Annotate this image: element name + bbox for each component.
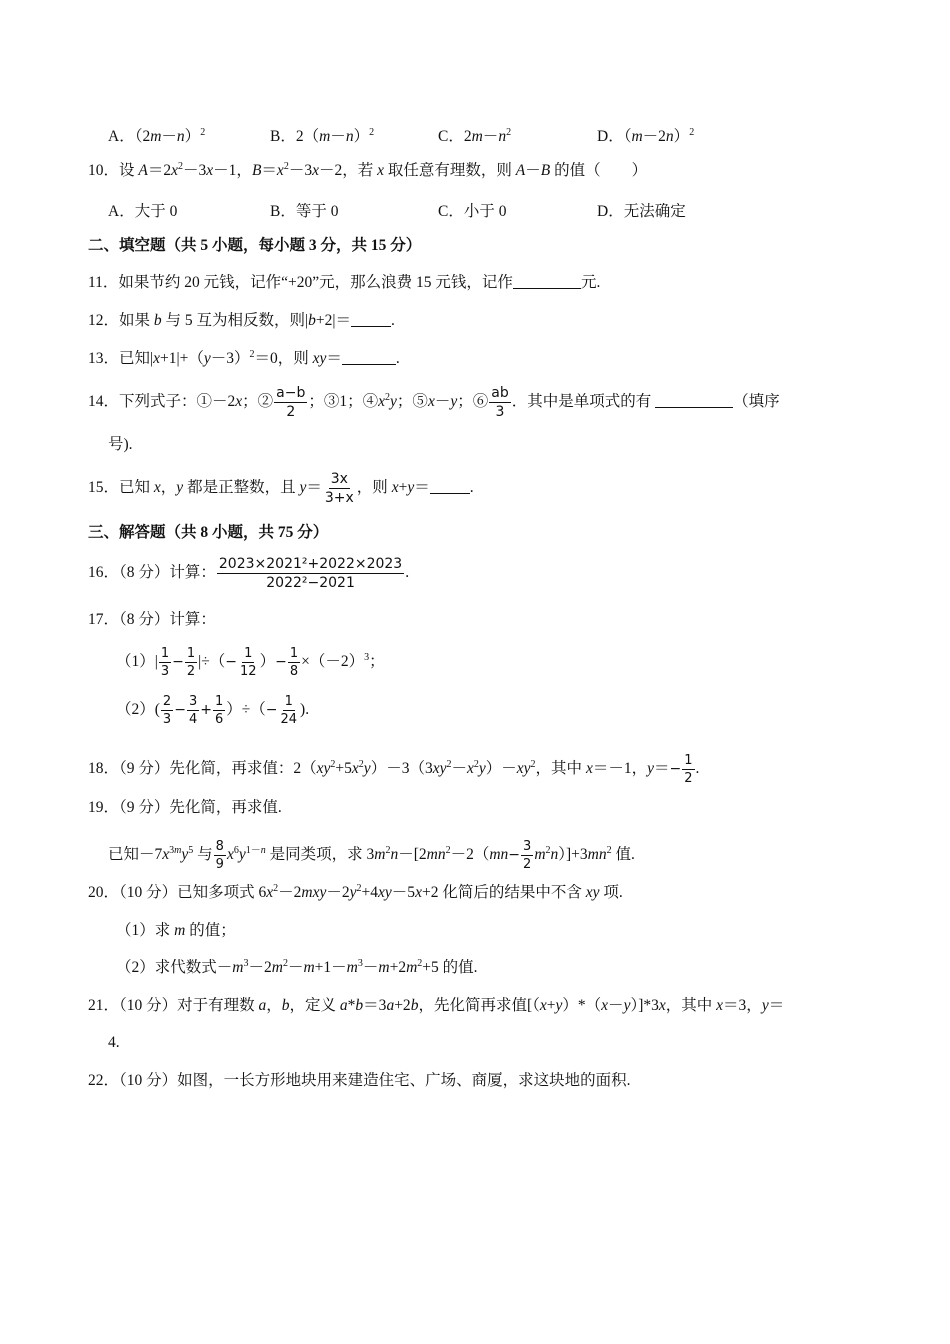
- q9-option-c: C．$2m-n^2$: [438, 127, 512, 145]
- q21-line1: 21．（10 分）对于有理数 a，b，定义 a*b＝3a+2b，先化简再求值[（x+y）*（x－y）]*3x，其中 x＝3，y＝: [88, 997, 785, 1014]
- q16: 16．（8 分）计算： $\frac{\text{2023×2021²+2022×2023}}{\text{2022²−2021}}$ .: [88, 556, 410, 591]
- q17-part-1: （1）| $\frac{1}{3}$ − $\frac{1}{2}$ |÷（− $\frac{1}{12}$ ）− $\frac{1}{8}$ $\times(-2)^3$；: [116, 646, 385, 679]
- q10-option-c: C．小于 0: [438, 203, 507, 220]
- q17-part-2: （2）( $\frac{2}{3}$ − $\frac{3}{4}$ + $\frac{1}{6}$ ）÷（− $\frac{1}{24}$ ).: [116, 694, 310, 727]
- q20-stem: 20．（10 分）已知多项式 $6x^2-2mxy-2y^2+4xy-5x+2$ 化简后的结果中不含 xy 项.: [88, 883, 623, 901]
- section-3-title: 三、解答题（共 8 小题，共 75 分）: [88, 524, 329, 541]
- q12: 12．如果 b 与 5 互为相反数，则|b+2|＝ .: [88, 312, 395, 329]
- q20-part-1: （1）求 m 的值；: [116, 922, 236, 939]
- section-2-title: 二、填空题（共 5 小题，每小题 3 分，共 15 分）: [88, 237, 422, 254]
- q19-stem: 19．（9 分）先化简，再求值.: [88, 799, 282, 816]
- q11: 11．如果节约 20 元钱，记作“+20”元，那么浪费 15 元钱，记作 元.: [88, 274, 601, 291]
- q13: 13．已知$|x+1|+(y-3)^2=0$，则 xy＝ .: [88, 349, 400, 367]
- q18: 18．（9 分）先化简，再求值：$2(xy^2+5x^2y)-3(3xy^2-x^2y)-xy^2$，其中 x＝－1，y＝− $\frac{1}{2}$ .: [88, 753, 700, 786]
- q9-option-d: D．$(m-2n)^2$: [597, 127, 695, 145]
- q21-line2: 4.: [108, 1034, 120, 1051]
- q22: 22．（10 分）如图，一长方形地块用来建造住宅、广场、商厦，求这块地的面积.: [88, 1072, 631, 1089]
- q14-fraction-2: $\frac{ab}{3}$: [491, 385, 509, 420]
- q14-fraction-1: $\frac{a-b}{2}$: [276, 385, 306, 420]
- q14-line2: 号).: [108, 436, 133, 453]
- q15-fraction: $\frac{3x}{3+x}$: [324, 471, 354, 506]
- q10-option-d: D．无法确定: [597, 203, 686, 220]
- q17-stem: 17．（8 分）计算：: [88, 611, 216, 628]
- q9-option-a: A．$(2m-n)^2$: [108, 127, 206, 145]
- q10-stem: 10．设 $A=2x^2-3x-1$，$B=x^2-3x-2$，若 x 取任意有理数，则 A－B 的值（ ）: [88, 161, 648, 179]
- q19-body: 已知$-7x^{3m}y^5$ 与 $\frac{8}{9}$ $x^6y^{1-n}$ 是同类项，求 $3m^2n-[2mn^2-2(mn-$ $\frac{3}{2}$ $m^2n)]+3mn^2$ 值.: [108, 839, 635, 872]
- q10-option-a: A．大于 0: [108, 203, 178, 220]
- q9-option-b: B．$2(m-n)^2$: [270, 127, 375, 145]
- q14-line1: 14．下列式子：①－2x；② $\frac{a-b}{2}$ ；③1；$④x^2y$；⑤x－y；⑥ $\frac{ab}{3}$ ．其中是单项式的有 （填序: [88, 385, 780, 420]
- q20-part-2: （2）求代数式$-m^3-2m^2-m+1-m^3-m+2m^2+5$ 的值.: [116, 958, 478, 976]
- q10-option-b: B．等于 0: [270, 203, 339, 220]
- q16-fraction: $\frac{\text{2023×2021²+2022×2023}}{\text{2022²−2021}}$: [218, 556, 403, 591]
- q15: 15．已知 x，y 都是正整数，且 y＝ $\frac{3x}{3+x}$ ，则 x+y＝ .: [88, 471, 474, 506]
